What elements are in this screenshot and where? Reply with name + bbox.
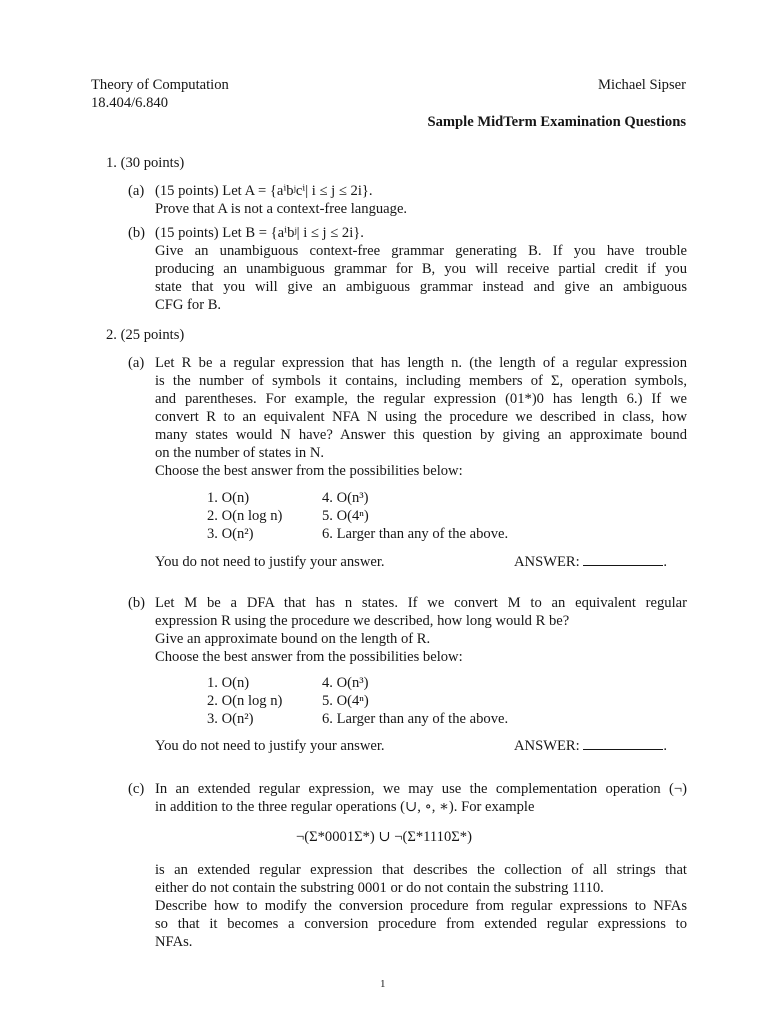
q2a-line: and parentheses. For example, the regular expression (01*)0 has length 6.) If we: [155, 391, 687, 407]
choice-2: 2. O(n log n): [207, 508, 283, 524]
q1b-label: (b): [128, 225, 146, 241]
q1b-line: CFG for B.: [155, 297, 222, 313]
choice-1: 1. O(n): [207, 675, 250, 691]
choice-6: 6. Larger than any of the above.: [322, 711, 509, 727]
q1b-line: (15 points) Let B = {aⁱbʲ| i ≤ j ≤ 2i}.: [155, 225, 364, 241]
q1b-line: state that you will give an ambiguous grammar instead and give an ambiguous: [155, 279, 687, 295]
q2c-line: in addition to the three regular operations (∪, ∘, ∗). For example: [155, 799, 535, 815]
choice-4: 4. O(n³): [322, 675, 369, 691]
author-name: Michael Sipser: [598, 77, 686, 93]
q2a-line: Choose the best answer from the possibilities below:: [155, 463, 463, 479]
q2b-line: expression R using the procedure we described, how long would R be?: [155, 613, 570, 629]
choice-2: 2. O(n log n): [207, 693, 283, 709]
course-name: Theory of Computation: [91, 77, 229, 93]
choice-5: 5. O(4ⁿ): [322, 693, 369, 709]
q1a-label: (a): [128, 183, 145, 199]
course-number: 18.404/6.840: [91, 95, 169, 111]
q2c-line: so that it becomes a conversion procedure from extended regular expressions to: [155, 916, 687, 932]
q2c-line: In an extended regular expression, we may use the complementation operation (¬): [155, 781, 687, 797]
q2a-no-justify: You do not need to justify your answer.: [155, 554, 385, 570]
q2c-label: (c): [128, 781, 145, 797]
choice-4: 4. O(n³): [322, 490, 369, 506]
q2c-text: [155, 780, 687, 816]
q2c-line: NFAs.: [155, 934, 193, 950]
q1-heading: 1. (30 points): [106, 155, 185, 171]
q2a-label: (a): [128, 355, 145, 371]
q2a-line: Let R be a regular expression that has length n. (the length of a regular expression: [155, 355, 687, 371]
choice-6: 6. Larger than any of the above.: [322, 526, 509, 542]
q2c-text-2: [155, 861, 687, 951]
q2a-line: many states would N have? Answer this question by giving an approximate bound: [155, 427, 687, 443]
q2c-line: is an extended regular expression that describes the collection of all strings that: [155, 862, 687, 878]
q2b-answer: [514, 737, 667, 755]
answer-blank: [583, 555, 663, 566]
q2a-line: is the number of symbols it contains, including members of Σ, operation symbols,: [155, 373, 687, 389]
q2a-answer: [514, 553, 667, 571]
q1a-text: [155, 182, 687, 218]
answer-period: .: [663, 554, 667, 570]
q2b-line: Choose the best answer from the possibilities below:: [155, 649, 463, 665]
q2-heading: 2. (25 points): [106, 327, 185, 343]
q2a-line: on the number of states in N.: [155, 445, 325, 461]
q1a-line: (15 points) Let A = {aⁱbʲcⁱ| i ≤ j ≤ 2i}.: [155, 183, 373, 199]
choice-3: 3. O(n²): [207, 526, 254, 542]
q2c-formula: ¬(Σ*0001Σ*) ∪ ¬(Σ*1110Σ*): [296, 829, 472, 845]
exam-title: Sample MidTerm Examination Questions: [427, 114, 686, 130]
page-number: 1: [380, 978, 386, 990]
q2a-line: convert R to an equivalent NFA N using the procedure we described in class, how: [155, 409, 687, 425]
answer-period: .: [663, 738, 667, 754]
q2b-label: (b): [128, 595, 146, 611]
q1b-line: Give an unambiguous context-free grammar generating B. If you have trouble: [155, 243, 687, 259]
q2c-line: either do not contain the substring 0001 or do not contain the substring 1110.: [155, 880, 604, 896]
answer-label: ANSWER:: [514, 554, 580, 570]
q2a-text: [155, 354, 687, 480]
q2b-no-justify: You do not need to justify your answer.: [155, 738, 385, 754]
q2c-line: Describe how to modify the conversion procedure from regular expressions to NFAs: [155, 898, 687, 914]
q2b-line: Give an approximate bound on the length of R.: [155, 631, 431, 647]
answer-blank: [583, 739, 663, 750]
q2a-choices: [207, 489, 587, 545]
q2b-choices: [207, 674, 587, 730]
q1b-text: [155, 224, 687, 314]
choice-5: 5. O(4ⁿ): [322, 508, 369, 524]
q1b-line: producing an unambiguous grammar for B, you will receive partial credit if you: [155, 261, 687, 277]
q2b-text: [155, 594, 687, 666]
q1a-line: Prove that A is not a context-free language.: [155, 201, 408, 217]
answer-label: ANSWER:: [514, 738, 580, 754]
choice-3: 3. O(n²): [207, 711, 254, 727]
q2b-line: Let M be a DFA that has n states. If we convert M to an equivalent regular: [155, 595, 687, 611]
choice-1: 1. O(n): [207, 490, 250, 506]
